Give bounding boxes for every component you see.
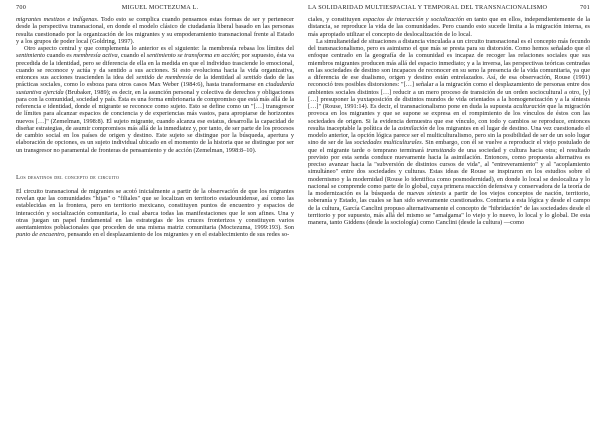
left-section-body <box>16 188 294 239</box>
text-run: Otro aspecto central y que complementa lo anterior es el siguiente: la membresía rebasa los límites del <box>24 45 294 52</box>
text-run: (Brubaker, 1989); es decir, en la asunción personal y colectiva de derechos y obligaciones para con la comunidad, sociedad y país. Ésta es una forma embrionaria de compromiso que está más allá de la referencia e identidad, donde el migrante se reconoce como sujeto. Esto se define como un "[…] transgresor de límites para alcanzar espacios de conciencia y de experiencias más vastos, para apropiarse de horizontes nuevos […]" (Zemelman, 1998:8). El sujeto migrante, cuando alcanza ese estatus, desarrolla la capacidad de diseñar estrategias, de asumir compromisos más allá de la inmediatez y, por tanto, de ser parte de los procesos de cambio social en los países de origen y destino. Este sujeto se distingue por la búsqueda, apertura y elaboración de opciones, es un sujeto individual ubicado en el momento de la historia que se distingue por ser un transgresor no paramental de fronteras de pensamiento y de acción (Zemelman, 1998:8–10). <box>16 88 294 154</box>
italic-text: sociedades multiculturales <box>354 139 422 147</box>
paragraph <box>16 16 294 45</box>
text-run: de una sociedad y cultura hacia otra; el resultado previsto por esta senda conduce nuevamente hacia la asimilación. Entonces, como propuesta alternativa es preciso avanzar hacia la "subversión de distintos cursos de vida", al "entreveramiento" y al "acoplamiento simultáneo" entre dos sociedades y culturas. Estas ideas de Rouse se inspiraron en los estudios sobre el modernismo y la modernidad (Rouse lo identifica como posmodernidad), en donde lo local se deslocaliza y lo nacional se comprende como parte de lo global, cuya primera reacción defensiva y conservadora de la teoría de la modernización es la búsqueda de <box>308 146 590 197</box>
left-body <box>16 16 294 154</box>
text-run: ciales, y constituyen <box>308 16 363 23</box>
italic-text: ciudadanía sustantiva ejercida <box>16 81 294 96</box>
text-run: de la identidad al <box>192 74 244 81</box>
right-running-head <box>308 4 590 16</box>
paragraph <box>308 16 590 38</box>
text-run: en tanto que en ellos, independientemente de la distancia, se reproduce la vida de las comunidades. Pero cuando esto sucede limita a la migración interna, es más apropiado utilizar el concepto de deslocalización de lo local. <box>308 16 591 38</box>
right-page <box>300 0 600 431</box>
italic-text: transitando <box>426 146 456 154</box>
paragraph <box>16 45 294 154</box>
text-run: que la migración provoca en los migrantes y que se supone se expresa en el rompimiento de los vínculos de éstos con las sociedades de origen. Si la evidencia demuestra que ese vínculo, con todo y cambios se reproduce, entonces resulta inaceptable la política de la <box>308 103 590 132</box>
text-run: , pensando en el desplazamiento de los migrantes y en el establecimiento de sus redes so- <box>64 231 290 239</box>
text-run: El circuito transnacional de migrantes se acotó inicialmente a partir de la observación de que los migrantes revelan que las comunidades "hijas" o "filiales" que se localizan en territorio estadounidense, así como las establecidas en la frontera, pero en territorio mexicano, constituyen puntos de encuentro y espacios de interacción y socialización comunitaria, lo cual abarca todas las manifestaciones que le son afines. Una y otras juegan un papel fundamental en las estrategias de los cruces fronterizos y constituyen varios asentamientos poblacionales que proceden de una misma matriz comunitaria (Moctezuma, 1999:193). Son <box>16 187 294 231</box>
italic-text: punto de encuentro <box>16 231 65 239</box>
italic-text: sentido <box>243 74 262 81</box>
left-page-number: 700 <box>16 4 27 11</box>
text-run: . Todo esto se complica cuando pensamos estas formas de ser y pertenecer desde la perspectiva transnacional, en donde el modelo clásico de ciudadanía liberal basado en las personas resulta cuestionado por la organización de los migrantes y su empoderamiento transnacional frente al Estado y a los grupos de poder local (Goldring, 1997). <box>16 16 294 45</box>
italic-text: sentido de membresía <box>136 74 193 81</box>
right-body <box>308 16 590 226</box>
right-running-title: LA SOLIDARIDAD MULTIESPACIAL Y TEMPORAL DEL TRANSNACIONALISMO <box>308 4 548 11</box>
text-run: , cuando el <box>117 52 147 60</box>
text-run: de los migrantes en el lugar de destino. Una vez cuestionado el modelo anterior, la opción lógica parece ser el multiculturalismo, pero sin la posibilidad de ser de un solo lugar sino de ser de las <box>308 124 590 147</box>
right-page-number: 701 <box>579 4 590 11</box>
text-run: a partir de los viejos conceptos de nación, territorio, soberanía y Estado, las cuales se han sido severamente cuestionados. Contraria a esta lógica y desde el campo de la cultura, García Canclini propuso alternativamente el concepto de "hibridación" de las sociedades desde el territorio y por supuesto, más allá del mismo se "amalgama" lo viejo y lo nuevo, lo local y lo global. De esta manera, tanto Giddens (desde la sociología) como Canclini (desde la cultura) —como <box>308 190 590 226</box>
paragraph <box>308 38 590 227</box>
left-running-head <box>16 4 294 16</box>
italic-text: aculturación <box>513 103 546 110</box>
italic-text: nuevas síntesis <box>406 190 446 197</box>
italic-text: espacios de interacción y socialización <box>362 16 464 23</box>
text-run: ; por supuesto, ésta va precedida de la identidad, pero se diferencia de ella en la medida en que el individuo trasciende lo emocional, cuando se reconoce y actúa y da sentido a sus acciones. Si esto evoluciona hacia la vida organizativa, entonces sus acciones trascienden la idea del <box>16 52 294 81</box>
italic-text: sentimiento <box>16 52 46 60</box>
paragraph <box>16 188 294 239</box>
italic-text: migrantes mestizos e indígenas <box>16 16 98 23</box>
italic-text: membresía activa <box>73 52 118 60</box>
italic-text: sentimiento se transforma en acción <box>146 52 239 60</box>
italic-text: asimilación <box>398 124 428 132</box>
text-run: . Sin embargo, con él se vuelve a reproducir el viejo postulado de que el migrante tarde o temprano terminará <box>308 139 590 154</box>
section-heading: Los desatinos del concepto de circuito <box>16 173 120 181</box>
text-run: dado de las prácticas sociales, como lo esboza para otros casos Max Weber (1984:6), hasta transformarse en <box>16 74 295 89</box>
text-run: cuando es <box>45 52 74 60</box>
left-running-title: MIGUEL MOCTEZUMA L. <box>121 4 199 11</box>
text-run: La simultaneidad de situaciones a distancia vinculada a un circuito transnacional es el concepto más fecundo del transnacionalismo, pero es asimismo el que más se presta para su distorsión. Como hemos señalado que el enfoque centrado en la geografía de la comunidad es incapaz de recoger las relaciones sociales que sus miembros migrantes producen más allá del espacio inmediato; y a la inversa, las perspectivas teóricas centradas en las sociedades de destino son incapaces de reconocer en su seno la presencia de la vida comunitaria, ya que a diferencia de ese dualismo, origen y destino están entrelazados. Así, de esa observación, Rouse (1991) reconoció tres posibles distorsiones: "[…] señalar a la migración como el desplazamiento de personas entre dos ambientes sociales distintos […] reducir a un mero proceso de transición de un orden sociocultural a otro, [y] […] presuponer la yuxtaposición de distintos mundos de vida orientados a la homogeneización y a la síntesis […]" (Rouse, 1991:14). Es decir, el transnacionalismo pone en duda la supuesta <box>308 37 590 110</box>
